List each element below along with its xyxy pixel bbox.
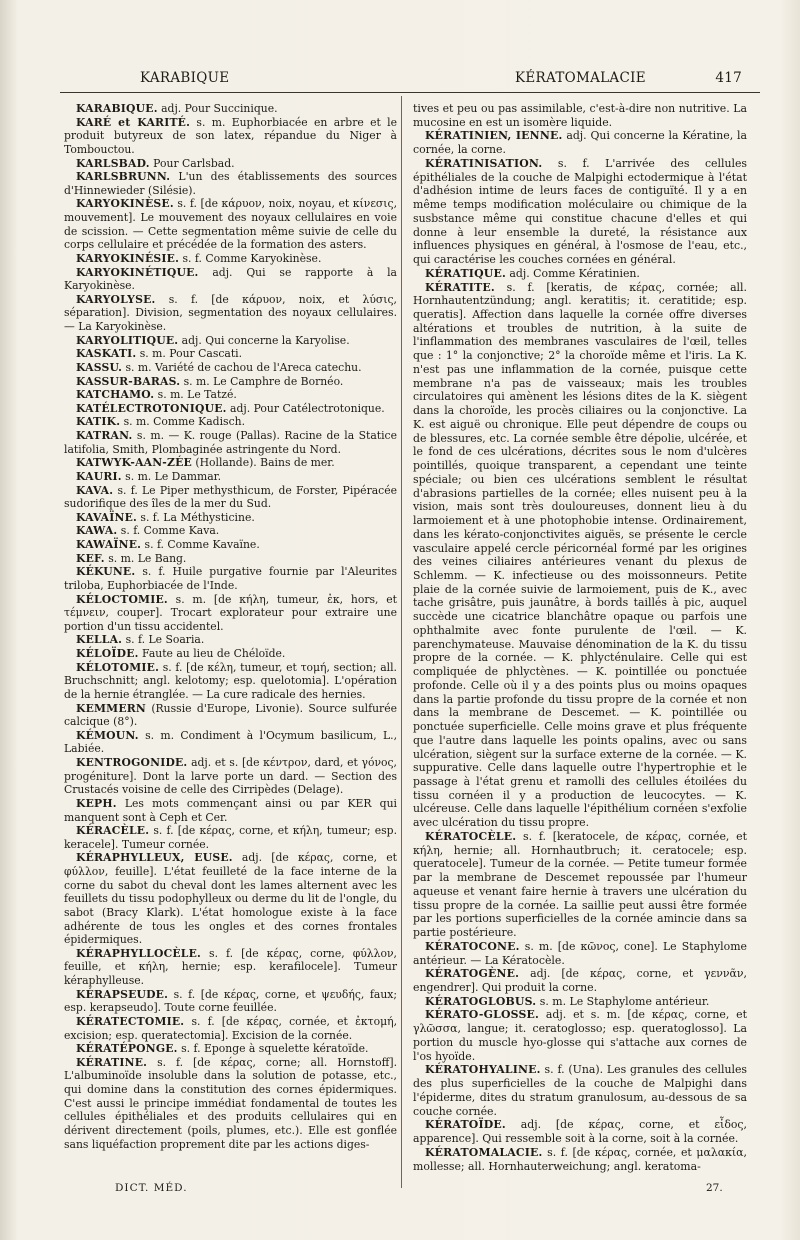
entry-definition: s. m. Le Camphre de Bornéo. [180,374,344,388]
dictionary-entry [413,102,747,129]
entry-definition: tives et peu ou pas assimilable, c'est-à-dire non nutritive. La mucosine en est un isomère liquide. [413,102,747,129]
entry-headword: KÉRATÉPONGE. [76,1042,178,1056]
entry-definition: adj. Pour Catélectrotonique. [226,401,385,415]
entry-headword: KAWAÏNE. [76,538,142,551]
entry-definition: s. m. [de κῶνος, cone]. Le Staphylome antérieur. — La Kératocèle. [413,939,747,967]
dictionary-entry [64,565,397,592]
dictionary-entry [413,157,747,267]
entry-headword: KÉRATINE. [76,1055,148,1069]
entry-definition: s. f. Le Soaria. [122,633,205,647]
dictionary-entry [64,484,397,511]
entry-headword: KÉLOTOMIE. [76,660,160,674]
entry-definition: s. f. Eponge à squelette kératoïde. [177,1042,369,1056]
header-center-word: KÉRATOMALACIE [515,70,646,86]
entry-definition: s. f. Comme Kavaïne. [141,538,260,551]
entry-headword: KÉRAPHYLLOCÈLE. [76,946,201,960]
dictionary-entry [413,267,747,281]
dictionary-entry [64,170,397,197]
dictionary-entry [64,429,397,456]
dictionary-entry [413,967,747,994]
entry-definition: adj. Qui concerne la Karyolise. [178,333,350,347]
entry-headword: KARYOKINÉSIE. [76,251,180,265]
entry-headword: KASKATI. [76,347,137,361]
footer-signature: DICT. MÉD. [115,1182,188,1194]
entry-headword: KARYOLYSE. [76,292,156,306]
entry-definition: (Hollande). Bains de mer. [191,456,335,470]
entry-headword: KÉLOÏDE. [76,647,139,660]
entry-headword: KÉRATOGLOBUS. [425,994,537,1008]
entry-definition: Les mots commençant ainsi ou par KER qui manquent sont à Ceph et Cer. [64,796,397,824]
dictionary-entry [64,470,397,484]
entry-headword: KAWA. [76,524,118,538]
dictionary-entry [64,116,397,157]
entry-headword: KÉRATOÏDE. [425,1118,506,1132]
entry-headword: KÉRATOCÈLE. [425,829,517,843]
dictionary-entry [64,633,397,647]
entry-definition: s. f. (Una). Les granules des cellules des plus superficielles de la couche de Malpighi dans l'épiderme, dites du stratum granulosum, au-dessous de sa couche cornée. [413,1063,747,1118]
entry-headword: KÉRATINISATION. [425,156,543,170]
entry-definition: adj. Comme Kératinien. [505,266,640,280]
header-rule [60,92,760,93]
entry-definition: adj. Pour Succinique. [157,102,278,115]
dictionary-entry [64,702,397,729]
entry-definition: s. f. [de κέρας, cornée, et ἐκτομή, excision; esp. queratectomia]. Excision de la cornée. [64,1014,397,1042]
dictionary-entry [64,593,397,634]
dictionary-entry [64,252,397,266]
entry-definition: s. f. [de κέρας, corne, et ψευδής, faux; esp. kerapseudo]. Toute corne feuillée. [64,987,397,1015]
entry-definition: adj. et s. [de κέντρον, dard, et γόνος, progéniture]. Dont la larve porte un dard. — Section des Crustacés voisine de celle des Cirripèdes (Delage). [64,756,397,797]
entry-headword: KÉRAPHYLLEUX, EUSE. [76,851,233,865]
dictionary-entry [64,988,397,1015]
entry-definition: s. m. Le Staphylome antérieur. [536,994,710,1008]
dictionary-entry [413,940,747,967]
entry-headword: KEMMERN [76,701,146,715]
entry-headword: KAURI. [76,469,122,483]
entry-definition: s. f. L'arrivée des cellules épithéliales de la couche de Malpighi ectodermique à l'état d'adhésion intime de leurs faces de contiguïté. Il y a en même temps modification moléculaire ou chimique de la susbstance même qui constitue chacune d'elles et qui donne à leur ensemble la dureté, la résistance aux influences physiques en général, à l'osmose de l'eau, etc., qui caractérise les couches cornées en général. [413,156,747,267]
entry-definition: s. f. Huile purgative fournie par l'Aleurites triloba, Euphorbiacée de l'Inde. [64,565,397,592]
entry-headword: KELLA. [76,633,123,647]
left-column [64,102,397,1151]
entry-definition: s. m. Condiment à l'Ocymum basilicum, L., Labiée. [64,728,397,756]
column-divider [401,96,402,1188]
entry-headword: KATCHAMO. [76,388,155,402]
entry-definition: s. f. [keratocele, de κέρας, cornée, et κήλη, hernie; all. Hornhautbruch; it. ceratocele; esp. queratocele]. Tumeur de la cornée. — Petite tumeur formée par la membrane de Descemet repoussée par l'humeur aqueuse et venant faire hernie à travers une ulcération du tissu propre de la cornée. La saillie peut aussi être formée par les portions superficielles de la cornée amincie dans sa partie postérieure. [413,829,747,940]
dictionary-entry [64,756,397,797]
entry-headword: KATWYK-AAN-ZÉE [76,456,192,470]
dictionary-entry [64,647,397,661]
entry-headword: KEPH. [76,796,117,810]
entry-headword: KÉRATOGÈNE. [425,967,520,981]
dictionary-entry [64,375,397,389]
entry-headword: KARLSBAD. [76,156,150,170]
entry-definition: s. m. Le Tatzé. [154,388,237,402]
entry-definition: s. m. Pour Cascati. [136,347,243,361]
dictionary-entry [64,102,397,116]
page-footer [60,1182,760,1198]
entry-definition: s. f. [de κέρας, corne; all. Hornstoff]. L'albuminoïde insoluble dans la solution de potasse, etc., qui domine dans la constitution des cornes épidermiques. C'est aussi le principe immédiat fondamental de toutes les cellules épithéliales et des produits cellulaires qui en dérivent directement (poils, plumes, etc.). Elle est gonflée sans liquéfaction proprement dite par les actions diges- [64,1055,397,1151]
entry-headword: KATÉLECTROTONIQUE. [76,401,227,415]
dictionary-entry [413,995,747,1009]
dictionary-entry [64,797,397,824]
entry-definition: Faute au lieu de Chéloïde. [138,647,286,660]
entry-headword: KÉRATITE. [425,280,495,294]
entry-definition: s. f. [de κέρας, corne, φύλλον, feuille, et κήλη, hernie; esp. kerafilocele]. Tumeur kéraphylleuse. [64,946,397,987]
entry-headword: KARÉ et KARITÉ. [76,115,191,129]
dictionary-entry [413,129,747,156]
entry-definition: Pour Carlsbad. [149,156,235,170]
dictionary-entry [64,293,397,334]
dictionary-entry [413,1118,747,1145]
dictionary-entry [413,1008,747,1063]
dictionary-entry [64,851,397,946]
entry-headword: KASSUR-BARAS. [76,374,181,388]
entry-definition: L'un des établissements des sources d'Hinnewieder (Silésie). [64,170,397,197]
entry-definition: s. m. Variété de cachou de l'Areca catechu. [122,360,362,374]
dictionary-entry [64,824,397,851]
dictionary-entry [64,1042,397,1056]
entry-definition: s. f. [de κέλη, tumeur, et τομή, section; all. Bruchschnitt; angl. kelotomy; esp. quelotomia]. L'opération de la hernie étranglée. — La cure radicale des hernies. [64,660,397,701]
entry-definition: s. f. [de κέρας, cornée, et μαλακία, mollesse; all. Hornhauterweichung; angl. keratoma- [413,1145,747,1173]
entry-headword: KARYOLITIQUE. [76,333,179,347]
entry-definition: s. f. [de κάρυον, noix, et λύσις, séparation]. Division, segmentation des noyaux cellulaires. — La Karyokinèse. [64,292,397,333]
dictionary-entry [64,1015,397,1042]
dictionary-entry [64,538,397,552]
entry-definition: (Russie d'Europe, Livonie). Source sulfurée calcique (8°). [64,701,397,729]
dictionary-entry [64,334,397,348]
entry-definition: s. m. — K. rouge (Pallas). Racine de la Statice latifolia, Smith, Plombaginée astringente du Nord. [64,429,397,456]
entry-definition: s. f. Le Piper methysthicum, de Forster, Pipéracée sudorifique des îles de la mer du Sud. [64,483,397,511]
dictionary-entry [413,1146,747,1173]
entry-headword: KÉRATOMALACIE. [425,1145,543,1159]
entry-definition: adj. [de κέρας, corne, et γεννᾶν, engendrer]. Qui produit la corne. [413,967,747,994]
dictionary-entry [64,361,397,375]
dictionary-entry [413,830,747,940]
entry-headword: KÉRAPSEUDE. [76,987,169,1001]
dictionary-entry [64,729,397,756]
entry-definition: s. f. Comme Kava. [117,524,220,538]
entry-headword: KEF. [76,551,105,565]
dictionary-entry [64,157,397,171]
entry-definition: s. f. La Méthysticine. [136,510,255,524]
entry-headword: KATIK. [76,415,121,429]
dictionary-entry [64,388,397,402]
entry-definition: adj. et s. m. [de κέρας, corne, et γλῶσσα, langue; it. ceratoglosso; esp. queratoglosso]. La portion du muscle hyo-glosse qui s'attache aux cornes de l'os hyoïde. [413,1008,747,1063]
entry-definition: s. f. [de κάρυον, noix, noyau, et κίνεσις, mouvement]. Le mouvement des noyaux cellulaires en voie de scission. — Cette segmentation même suivie de celle du corps cellulaire et précédée de la formation des asters. [64,197,397,252]
entry-headword: KARYOKINÈSE. [76,197,174,211]
entry-definition: s. m. Euphorbiacée en arbre et le produit butyreux de son latex, répandue du Niger à Tombouctou. [64,115,397,156]
dictionary-entry [64,266,397,293]
running-head [60,70,760,90]
entry-headword: KÉMOUN. [76,728,139,742]
entry-headword: KÉRATINIEN, IENNE. [425,129,563,143]
entry-definition: s. f. [keratis, de κέρας, cornée; all. Hornhautentzündung; angl. keratitis; it. ceratitide; esp. queratis]. Affection dans laquelle la cornée offre diverses altérations et troubles de nutrition, à la suite de l'inflammation des membranes vasculaires de l'œil, telles que : 1° la conjonctive; 2° la choroïde même et l'iris. La K. n'est pas une inflammation de la cornée, puisque cette membrane n'a pas de vaisseaux; mais les troubles circulatoires qui amènent les lésions dites de la K. siègent dans la choroïde, les procès ciliaires ou la conjonctive. La K. est aiguë ou chronique. Elle peut dépendre de coups ou de blessures, etc. La cornée semble être dépolie, ulcérée, et le fond de ces ulcérations, décrites sous le nom d'ulcères pointillés, quoique transparent, a cependant une teinte spéciale; ou bien ces ulcérations semblent le résultat d'abrasions partielles de la cornée; elles nuisent peu à la vision, mais sont très douloureuses, donnent lieu à du larmoiement et à une photophobie intense. Ordinairement, dans les kérato-conjonctivites aiguës, se présente le cercle vasculaire appelé cercle péricornéal formé par les origines des veines ciliaires antérieures venant du plexus de Schlemm. — K. infectieuse ou des moissonneurs. Petite plaie de la cornée suivie de larmoiement, puis de K., avec tache grisâtre, puis jaunâtre, à bords taillés à pic, auquel succède une cicatrice blanchâtre opaque ou parfois une ophthalmite avec fonte purulente de l'œil. — K. parenchymateuse. Mauvaise dénomination de la K. du tissu propre de la cornée. — K. phlycténulaire. Celle qui est compliquée de phlyctènes. — K. pointillée ou ponctuée profonde. Celle où il y a des points plus ou moins opaques dans la partie profonde du tissu propre de la cornée et non dans la membrane de Descemet. — K. pointillée ou ponctuée superficielle. Celle moins grave et plus fréquente que l'autre dans laquelle les points opalins, avec ou sans ulcération, siègent sur la surface externe de la cornée. — K. suppurative. Celle dans laquelle outre l'hypertrophie et le passage à l'état grenu et ramolli des cellules étoilées du tissu cornéen il y a production de leucocytes. — K. ulcéreuse. Celle dans laquelle l'épithélium cornéen s'exfolie avec ulcération du tissu propre. [413,280,747,830]
entry-definition: adj. Qui concerne la Kératine, la cornée, la corne. [413,129,747,157]
dictionary-entry [64,197,397,252]
entry-definition: s. m. Le Dammar. [121,469,222,483]
dictionary-entry [64,661,397,702]
entry-definition: s. m. [de κήλη, tumeur, ἐκ, hors, et τέμνειν, couper]. Trocart explorateur pour extraire une portion d'un tissu accidentel. [64,592,397,633]
entry-definition: s. m. Le Bang. [104,551,187,565]
entry-headword: KÉRATOCONE. [425,939,520,953]
footer-sheet-number: 27. [706,1182,723,1194]
entry-definition: adj. [de κέρας, corne, et εἶδος, apparence]. Qui ressemble soit à la corne, soit à la cornée. [413,1118,747,1146]
dictionary-entry [413,1063,747,1118]
dictionary-entry [64,347,397,361]
entry-headword: KÉRATECTOMIE. [76,1014,185,1028]
right-column [413,102,747,1173]
entry-headword: KÉLOCTOMIE. [76,592,168,606]
entry-headword: KAVA. [76,483,114,497]
dictionary-entry [64,456,397,470]
entry-headword: KÉRATIQUE. [425,266,506,280]
dictionary-entry [64,1056,397,1151]
entry-definition: s. m. Comme Kadisch. [120,415,246,429]
entry-definition: adj. [de κέρας, corne, et φύλλον, feuille]. L'état feuilleté de la face interne de la corne du sabot du cheval dont les lames alternent avec les feuillets du tissu podophylleux ou derme du lit de l'ongle, du sabot (Bracy Klark). L'état homologue existe à la face adhérente de tous les ongles et des cornes frontales épidermiques. [64,851,397,947]
page-number: 417 [715,70,742,86]
entry-headword: KARLSBRUNN. [76,170,171,184]
entry-headword: KASSU. [76,360,123,374]
dictionary-entry [64,511,397,525]
entry-headword: KÉRATOHYALINE. [425,1063,541,1077]
dictionary-entry [64,415,397,429]
entry-headword: KÉRATO-GLOSSE. [425,1008,540,1022]
dictionary-entry [413,281,747,830]
entry-headword: KAVAÏNE. [76,510,137,524]
dictionary-entry [64,402,397,416]
entry-headword: KÉKUNE. [76,565,136,579]
dictionary-entry [64,552,397,566]
dictionary-entry [64,524,397,538]
header-left-word: KARABIQUE [140,70,230,86]
entry-definition: adj. Qui se rapporte à la Karyokinèse. [64,265,397,293]
entry-headword: KARYOKINÉTIQUE. [76,265,199,279]
entry-headword: KATRAN. [76,429,133,442]
entry-definition: s. f. Comme Karyokinèse. [179,251,322,265]
entry-definition: s. f. [de κέρας, corne, et κήλη, tumeur; esp. keracele]. Tumeur cornée. [64,824,397,851]
entry-headword: KARABIQUE. [76,102,158,115]
entry-headword: KÉRACÈLE. [76,824,150,838]
dictionary-entry [64,947,397,988]
entry-headword: KENTROGONIDE. [76,756,188,769]
